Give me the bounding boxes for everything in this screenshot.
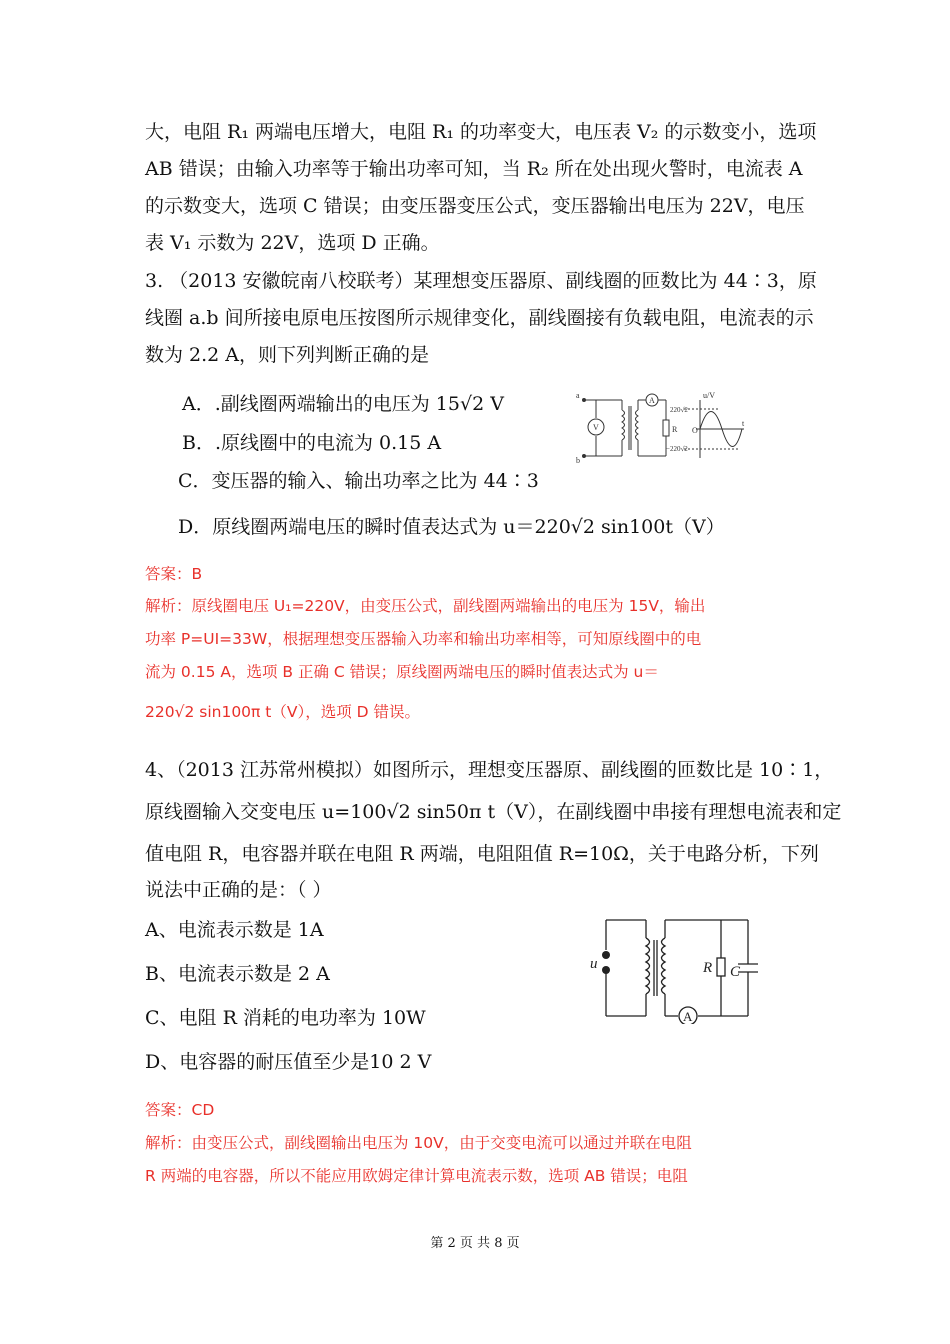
input-voltage-label: u [590,956,598,972]
analysis-q4: R 两端的电容器，所以不能应用欧姆定律计算电流表示数，选项 AB 错误；电阻 [145,1167,688,1185]
question-4-stem: 值电阻 R，电容器并联在电阻 R 两端，电阻阻值 R=10Ω，关于电路分析，下列 [145,843,819,865]
ammeter-label: A [683,1009,693,1024]
text-line: 表 V₁ 示数为 22V，选项 D 正确。 [145,232,440,254]
transformer-waveform-figure [572,388,750,468]
question-4-stem: 原线圈输入交变电压 u=100√2 sin50π t（V），在副线圈中串接有理想电流表和定 [145,801,842,823]
resistor-label: R [703,960,713,976]
analysis-q4: 解析：由变压公式，副线圈输出电压为 10V，由于交变电流可以通过并联在电阻 [145,1134,692,1152]
analysis-q3: 功率 P=UI=33W，根据理想变压器输入功率和输出功率相等，可知原线圈中的电 [145,630,702,648]
answer-q3: 答案：B [145,565,203,583]
terminal-b-label: b [576,456,580,465]
terminal-a-label: a [576,391,580,400]
question-3-stem: 3. （2013 安徽皖南八校联考）某理想变压器原、副线圈的匝数比为 44∶3，原 [145,270,817,292]
trough-label: −220√2 [666,445,688,453]
question-3-stem: 数为 2.2 A，则下列判断正确的是 [145,344,430,366]
option-c: C、电阻 R 消耗的电功率为 10W [145,1007,426,1029]
option-a: A、电流表示数是 1A [145,919,324,941]
text-line: AB 错误；由输入功率等于输出功率可知，当 R₂ 所在处出现火警时，电流表 A [145,158,803,180]
analysis-q3: 220√2 sin100π t（V），选项 D 错误。 [145,703,421,721]
voltmeter-label: V [593,423,599,432]
answer-q4: 答案：CD [145,1101,215,1119]
text-line: 大，电阻 R₁ 两端电压增大，电阻 R₁ 的功率变大，电压表 V₂ 的示数变小，选项 [145,121,817,143]
option-b: B．.原线圈中的电流为 0.15 A [182,432,442,454]
question-3-stem: 线圈 a.b 间所接电原电压按图所示规律变化，副线圈接有负载电阻，电流表的示 [145,307,814,329]
capacitor-label: C [730,964,741,980]
u-axis-label: u/V [703,391,715,400]
peak-label: 220√2 [670,406,688,414]
question-4-stem: 说法中正确的是：（ ） [145,879,332,901]
option-c: C．变压器的输入、输出功率之比为 44∶3 [178,470,539,492]
origin-label: O [692,426,698,435]
t-axis-label: t [742,419,745,428]
analysis-q3: 流为 0.15 A，选项 B 正确 C 错误；原线圈两端电压的瞬时值表达式为 u＝ [145,663,659,681]
ammeter-label: A [649,396,655,405]
transformer-circuit-figure [588,912,768,1024]
analysis-q3: 解析：原线圈电压 U₁=220V，由变压公式，副线圈两端输出的电压为 15V，输出 [145,597,706,615]
question-4-stem: 4、（2013 江苏常州模拟）如图所示，理想变压器原、副线圈的匝数比是 10∶1， [145,759,834,781]
resistor-label: R [672,425,678,434]
text-line: 的示数变大，选项 C 错误；由变压器变压公式，变压器输出电压为 22V，电压 [145,195,805,217]
option-d: D、电容器的耐压值至少是10 2 V [145,1051,432,1073]
page-footer: 第 2 页 共 8 页 [430,1236,520,1251]
option-d: D．原线圈两端电压的瞬时值表达式为 u＝220√2 sin100t（V） [178,516,725,538]
option-b: B、电流表示数是 2 A [145,963,330,985]
option-a: A．.副线圈两端输出的电压为 15√2 V [182,393,504,415]
